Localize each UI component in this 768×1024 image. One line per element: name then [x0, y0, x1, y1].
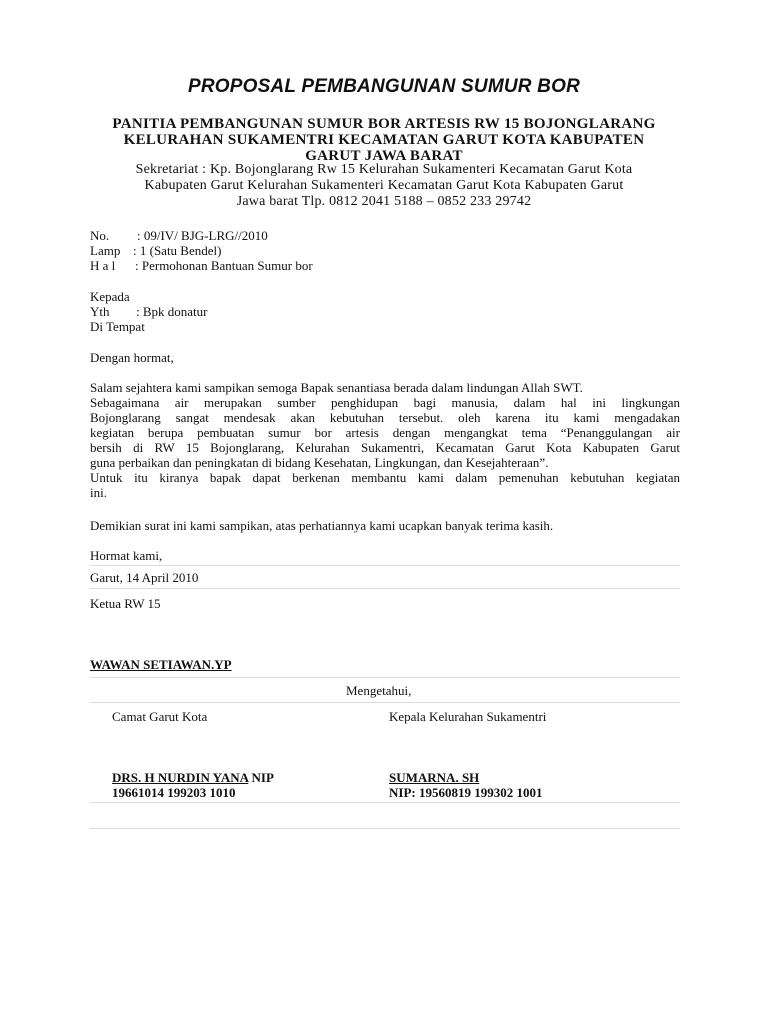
letter-number-label: No.: [90, 228, 110, 243]
subject-value: : Permohonan Bantuan Sumur bor: [135, 258, 313, 273]
attachment-row: [90, 243, 221, 258]
letter-body: [90, 380, 680, 500]
regards: Hormat kami,: [90, 548, 163, 563]
district-head-title: Camat Garut Kota: [112, 709, 208, 724]
body-line: ini.: [90, 485, 107, 500]
divider: [90, 677, 680, 678]
body-line: kegiatan berupa pembuatan sumur bor artesis dengan mengangkat tema “Penanggulangan air: [90, 425, 680, 440]
divider: [90, 702, 680, 703]
attachment-label: Lamp: [90, 243, 121, 258]
body-line: bersih di RW 15 Bojonglarang, Kelurahan Sukamentri, Kecamatan Garut Kota Kabupaten Garut: [90, 440, 680, 455]
divider: [90, 802, 680, 803]
organization-heading: [80, 116, 688, 164]
greeting: Dengan hormat,: [90, 350, 174, 365]
district-head-name: DRS. H NURDIN YANA: [112, 770, 249, 785]
recipient-value: : Bpk donatur: [136, 304, 208, 319]
signer-name: WAWAN SETIAWAN.YP: [90, 657, 232, 672]
secretariat-line: Sekretariat : Kp. Bojonglarang Rw 15 Kelurahan Sukamenteri Kecamatan Garut Kota: [135, 162, 633, 177]
acknowledgement-label: Mengetahui,: [346, 683, 412, 698]
recipient-place: Di Tempat: [90, 319, 145, 334]
body-line: Sebagaimana air merupakan sumber penghidupan bagi manusia, dalam hal ini lingkungan: [90, 395, 680, 410]
recipient-heading: Kepada: [90, 289, 130, 304]
letter-number-value: : 09/IV/ BJG-LRG//2010: [137, 228, 268, 243]
secretariat-address: [80, 162, 688, 210]
attachment-value: : 1 (Satu Bendel): [133, 243, 222, 258]
district-head-signature: [112, 770, 274, 785]
village-head-name: SUMARNA. SH: [389, 770, 480, 785]
body-line: Salam sejahtera kami sampikan semoga Bapak senantiasa berada dalam lindungan Allah SWT.: [90, 380, 583, 395]
recipient-row: [90, 304, 208, 319]
district-head-nip: 19661014 199203 1010: [112, 785, 236, 800]
village-head-nip: NIP: 19560819 199302 1001: [389, 785, 543, 800]
divider: [90, 828, 680, 829]
secretariat-line: Kabupaten Garut Kelurahan Sukamenteri Kecamatan Garut Kota Kabupaten Garut: [144, 178, 624, 193]
recipient-label: Yth: [90, 304, 110, 319]
body-line: Bojonglarang sangat mendesak akan kebutuhan tersebut. oleh karena itu kami mengadakan: [90, 410, 680, 425]
subject-row: [90, 258, 313, 273]
divider: [90, 565, 680, 566]
divider: [90, 588, 680, 589]
place-date: Garut, 14 April 2010: [90, 570, 199, 585]
subject-label: H a l: [90, 258, 116, 273]
letter-number-row: [90, 228, 268, 243]
signer-position: Ketua RW 15: [90, 596, 161, 611]
district-head-nip-label: NIP: [248, 770, 274, 785]
body-line: guna perbaikan dan peningkatan di bidang Kesehatan, Lingkungan, dan Kesejahteraan”.: [90, 455, 549, 470]
org-line: GARUT JAWA BARAT: [305, 148, 463, 164]
org-line: PANITIA PEMBANGUNAN SUMUR BOR ARTESIS RW 15 BOJONGLARANG: [112, 116, 656, 132]
secretariat-line: Jawa barat Tlp. 0812 2041 5188 – 0852 233 29742: [236, 194, 532, 209]
village-head-title: Kepala Kelurahan Sukamentri: [389, 709, 547, 724]
body-line: Untuk itu kiranya bapak dapat berkenan membantu kami dalam pemenuhan kebutuhan kegiatan: [90, 470, 680, 485]
org-line: KELURAHAN SUKAMENTRI KECAMATAN GARUT KOTA KABUPATEN: [123, 132, 645, 148]
closing-sentence: Demikian surat ini kami sampikan, atas perhatiannya kami ucapkan banyak terima kasih.: [90, 518, 554, 533]
document-title: PROPOSAL PEMBANGUNAN SUMUR BOR: [187, 76, 580, 97]
